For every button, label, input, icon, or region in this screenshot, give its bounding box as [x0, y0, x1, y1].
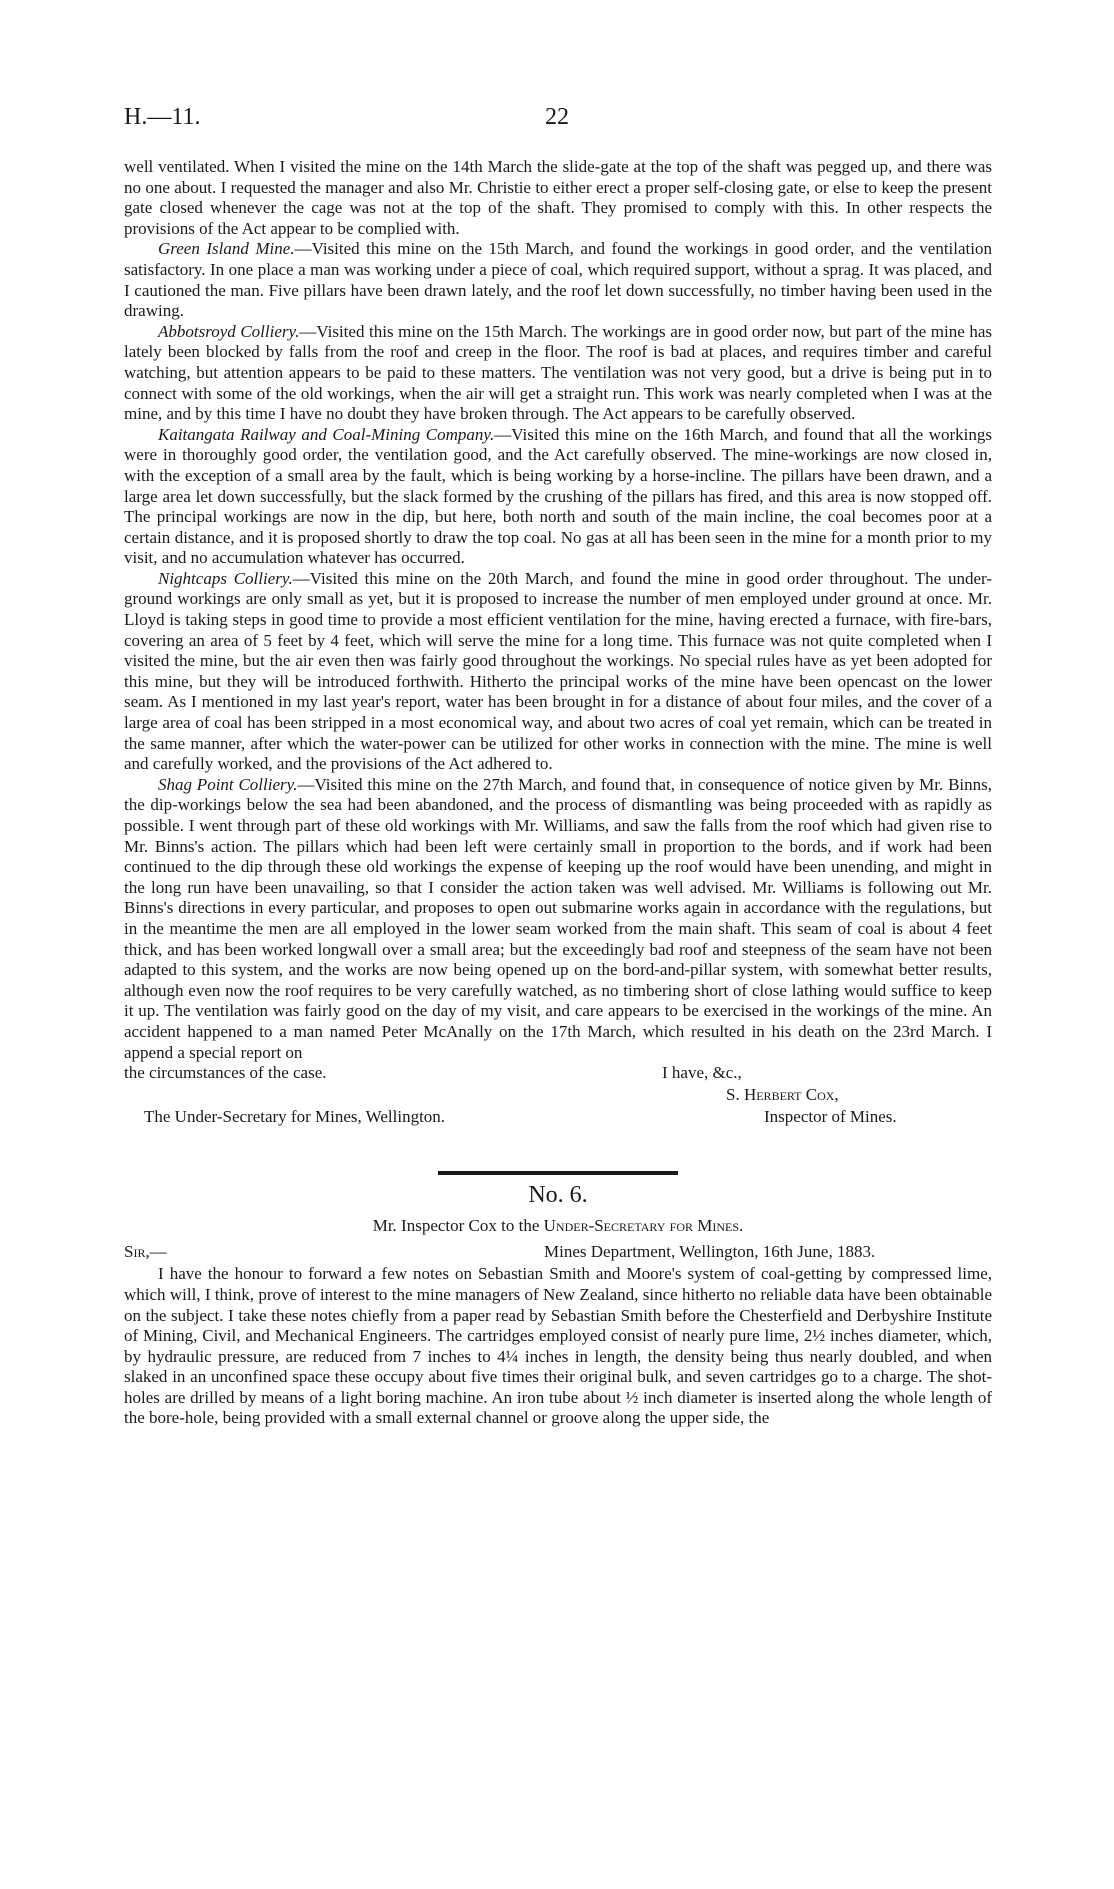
dateline: Mines Department, Wellington, 16th June, 1883.: [544, 1242, 876, 1262]
report-paragraph-shag-point: [124, 775, 992, 1063]
closing-line: the circumstances of the case.: [124, 1063, 327, 1083]
letter-recipient: Under-Secretary for Mines.: [543, 1215, 744, 1235]
paragraph-text: —Visited this mine on the 27th March, and found that, in consequence of notice given by Mr. Binns, the dip-workings below the sea had been abandoned, and the process of dismantling was being proceeded with as rapidly as possible. I went through part of these old workings with Mr. Williams, and saw the falls from the roof which had given rise to Mr. Binns's action. The pillars which had been left were certainly small in proportion to the bords, and if work had been continued to the dip through these old workings the expense of keeping up the roof would have been unending, and might in the long run have been unavailing, so that I consider the action taken was well advised. Mr. Williams is following out Mr. Binns's directions in every particular, and proposes to open out submarine works again in accordance with the regulations, but in the meantime the men are all employed in the lower seam worked from the main shaft. This seam of coal is about 4 feet thick, and has been worked longwall over a small area; but the exceedingly bad roof and steepness of the seam have not been adapted to this system, and the works are now being opened up on the bord-and-pillar system, with somewhat better results, although even now the roof requires to be very carefully watched, as no timbering short of close lathing would suffice to keep it up. The ventilation was fairly good on the day of my visit, and care appears to be exercised in the workings of the mine. An accident happened to a man named Peter McAnally on the 17th March, which resulted in his death on the 23rd March. I append a special report on: [124, 774, 993, 1062]
section-divider: [438, 1171, 678, 1175]
salutation-row: [124, 1242, 992, 1264]
paragraph-heading: Kaitangata Railway and Coal-Mining Company.: [158, 424, 495, 444]
report-paragraph-nightcaps: [124, 569, 992, 775]
letter-number: No. 6.: [528, 1182, 588, 1209]
signatory-name: S. Herbert Cox,: [726, 1085, 839, 1105]
report-paragraph-kaitangata: [124, 425, 992, 569]
paragraph-heading: Abbotsroyd Colliery.: [158, 321, 300, 341]
document-body: [124, 157, 992, 1429]
letter-body: I have the honour to forward a few notes on Sebastian Smith and Moore's system of coal-getting by compressed lime, which will, I think, prove of interest to the mine managers of New Zealand, since hitherto no reliable data have been obtainable on the subject. I take these notes chiefly from a paper read by Sebastian Smith before the Chesterfield and Derbyshire Institute of Mining, Civil, and Mechanical Engineers. The cartridges employed consist of nearly pure lime, 2½ inches diameter, which, by hydraulic pressure, are reduced from 7 inches to 4¼ inches in length, the density being thus nearly doubled, and when slaked in an unconfined space these occupy about five times their original bulk, and seven cartridges go to a charge. The shot-holes are drilled by means of a light boring machine. An iron tube about ½ inch diameter is inserted along the whole length of the bore-hole, being provided with a small external channel or groove along the upper side, the: [124, 1264, 992, 1428]
paragraph-heading: Green Island Mine.: [158, 239, 295, 259]
valediction: I have, &c.,: [662, 1063, 742, 1083]
paragraph-heading: Shag Point Colliery.: [158, 774, 298, 794]
letter-from-line: [124, 1216, 992, 1237]
signature-block: [124, 1063, 992, 1147]
report-paragraph-green-island: [124, 239, 992, 321]
page-number: 22: [545, 104, 569, 130]
intro-paragraph: well ventilated. When I visited the mine on the 14th March the slide-gate at the top of the shaft was pegged up, and there was no one about. I requested the manager and also Mr. Christie to either erect a proper self-closing gate, or else to keep the present gate closed whenever the cage was not at the top of the shaft. They promised to comply with this. In other respects the provisions of the Act appear to be complied with.: [124, 157, 992, 238]
paragraph-text: —Visited this mine on the 16th March, and found that all the workings were in thoroughly good order, the ventilation good, and the Act carefully observed. The mine-workings are now closed in, with the exception of a small area by the fault, which is being working by a horse-incline. The pillars have been drawn, and a large area let down successfully, but the slack formed by the crushing of the pillars has fired, and this area is now stopped off. The principal workings are now in the dip, but here, both north and south of the main incline, the coal becomes poor at a certain distance, and it is proposed shortly to draw the top coal. No gas at all has been seen in the mine for a month prior to my visit, and no accumulation whatever has occurred.: [124, 424, 992, 568]
paragraph-text: —Visited this mine on the 15th March. The workings are in good order now, but part of the mine has lately been blocked by falls from the roof and creep in the floor. The roof is bad at places, and requires timber and careful watching, but attention appears to be paid to these matters. The ventilation was not very good, but a drive is being put in to connect with some of the old workings, when the air will get a straight run. This work was nearly completed when I was at the mine, and by this time I have no doubt they have broken through. The Act appears to be carefully observed.: [124, 321, 992, 424]
report-reference: H.—11.: [124, 104, 201, 130]
addressee: The Under-Secretary for Mines, Wellington.: [144, 1107, 446, 1127]
page-header: [124, 104, 990, 138]
signatory-title: Inspector of Mines.: [764, 1107, 897, 1127]
paragraph-text: —Visited this mine on the 20th March, and found the mine in good order throughout. The under-ground workings are only small as yet, but it is proposed to increase the number of men employed under ground at once. Mr. Lloyd is taking steps in good time to provide a most efficient ventilation for the mine, having erected a furnace, with fire-bars, covering an area of 5 feet by 4 feet, which will serve the mine for a long time. This furnace was not quite completed when I visited the mine, but the air even then was fairly good throughout the workings. No special rules have as yet been adopted for this mine, but they will be introduced forthwith. Hitherto the principal works of the mine have been opencast on the lower seam. As I mentioned in my last year's report, water has been brought in for a distance of about four miles, and the cover of a large area of coal has been stripped in a most economical way, and about two acres of coal yet remain, which can be treated in the same manner, after which the water-power can be utilized for other works in connection with the mine. The mine is well and carefully worked, and the provisions of the Act adhered to.: [124, 568, 992, 774]
report-paragraph-abbotsroyd: [124, 322, 992, 425]
paragraph-text: —Visited this mine on the 15th March, and found the workings in good order, and the ventilation satisfactory. In one place a man was working under a piece of coal, which required support, without a sprag. It was placed, and I cautioned the man. Five pillars have been drawn lately, and the roof let down successfully, no timber having been used in the drawing.: [124, 239, 992, 321]
letter-from-prefix: Mr. Inspector Cox to the: [372, 1215, 544, 1235]
salutation: Sir,—: [124, 1242, 167, 1262]
paragraph-heading: Nightcaps Colliery.: [158, 568, 293, 588]
